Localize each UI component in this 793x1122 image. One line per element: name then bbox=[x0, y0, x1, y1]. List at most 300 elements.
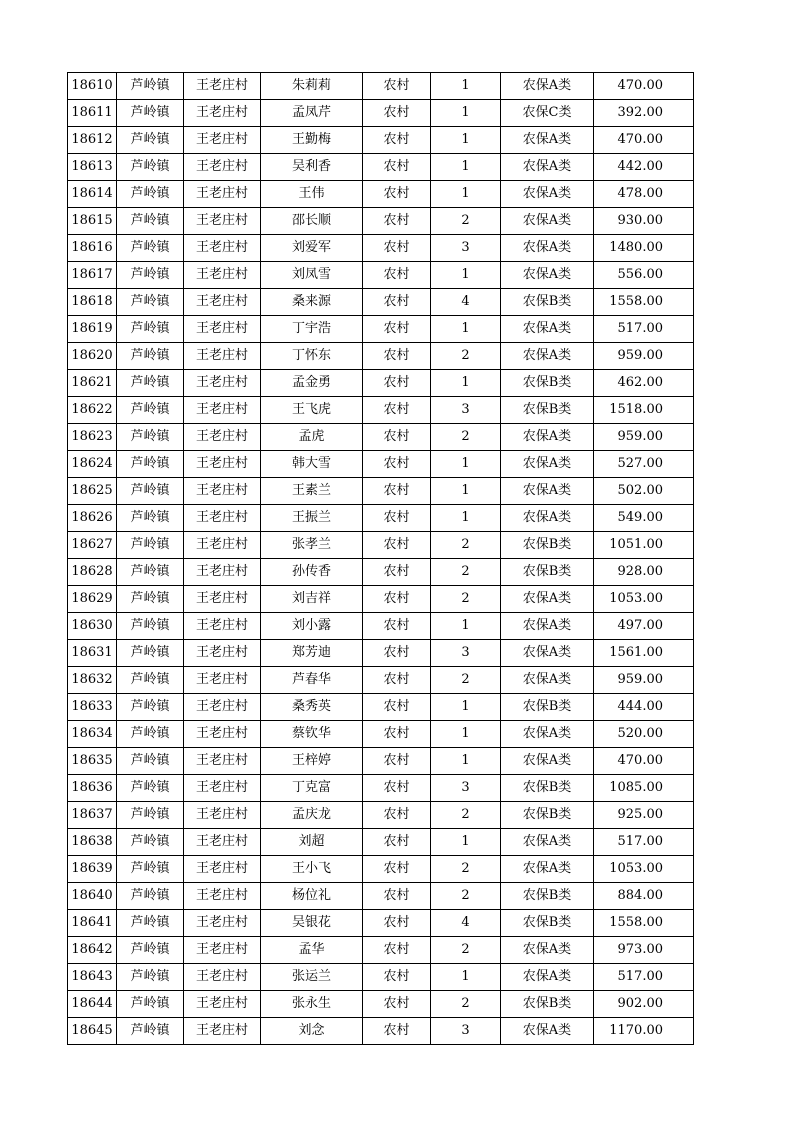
category-cell: 农保A类 bbox=[501, 316, 594, 343]
category-cell: 农保C类 bbox=[501, 100, 594, 127]
amount-cell: 959.00 bbox=[594, 667, 694, 694]
name-cell: 孙传香 bbox=[261, 559, 363, 586]
category-cell: 农保A类 bbox=[501, 154, 594, 181]
id-cell: 18614 bbox=[68, 181, 117, 208]
area-type-cell: 农村 bbox=[363, 208, 431, 235]
household-size-cell: 1 bbox=[431, 451, 501, 478]
amount-cell: 1558.00 bbox=[594, 289, 694, 316]
town-cell: 芦岭镇 bbox=[117, 937, 184, 964]
household-size-cell: 1 bbox=[431, 370, 501, 397]
amount-cell: 470.00 bbox=[594, 748, 694, 775]
village-cell: 王老庄村 bbox=[184, 505, 261, 532]
name-cell: 孟华 bbox=[261, 937, 363, 964]
name-cell: 郑芳迪 bbox=[261, 640, 363, 667]
area-type-cell: 农村 bbox=[363, 991, 431, 1018]
area-type-cell: 农村 bbox=[363, 100, 431, 127]
household-size-cell: 2 bbox=[431, 883, 501, 910]
id-cell: 18635 bbox=[68, 748, 117, 775]
id-cell: 18622 bbox=[68, 397, 117, 424]
table-row bbox=[68, 73, 694, 100]
town-cell: 芦岭镇 bbox=[117, 532, 184, 559]
town-cell: 芦岭镇 bbox=[117, 586, 184, 613]
amount-cell: 442.00 bbox=[594, 154, 694, 181]
amount-cell: 556.00 bbox=[594, 262, 694, 289]
area-type-cell: 农村 bbox=[363, 802, 431, 829]
village-cell: 王老庄村 bbox=[184, 73, 261, 100]
table-row bbox=[68, 883, 694, 910]
id-cell: 18623 bbox=[68, 424, 117, 451]
table-row bbox=[68, 748, 694, 775]
household-size-cell: 2 bbox=[431, 586, 501, 613]
town-cell: 芦岭镇 bbox=[117, 370, 184, 397]
town-cell: 芦岭镇 bbox=[117, 559, 184, 586]
category-cell: 农保B类 bbox=[501, 910, 594, 937]
area-type-cell: 农村 bbox=[363, 721, 431, 748]
category-cell: 农保B类 bbox=[501, 775, 594, 802]
amount-cell: 527.00 bbox=[594, 451, 694, 478]
area-type-cell: 农村 bbox=[363, 640, 431, 667]
town-cell: 芦岭镇 bbox=[117, 991, 184, 1018]
household-size-cell: 1 bbox=[431, 721, 501, 748]
id-cell: 18633 bbox=[68, 694, 117, 721]
category-cell: 农保A类 bbox=[501, 856, 594, 883]
table-row bbox=[68, 397, 694, 424]
village-cell: 王老庄村 bbox=[184, 127, 261, 154]
village-cell: 王老庄村 bbox=[184, 478, 261, 505]
category-cell: 农保A类 bbox=[501, 478, 594, 505]
id-cell: 18619 bbox=[68, 316, 117, 343]
category-cell: 农保A类 bbox=[501, 667, 594, 694]
town-cell: 芦岭镇 bbox=[117, 748, 184, 775]
category-cell: 农保B类 bbox=[501, 532, 594, 559]
town-cell: 芦岭镇 bbox=[117, 883, 184, 910]
id-cell: 18611 bbox=[68, 100, 117, 127]
name-cell: 刘小露 bbox=[261, 613, 363, 640]
area-type-cell: 农村 bbox=[363, 667, 431, 694]
id-cell: 18629 bbox=[68, 586, 117, 613]
name-cell: 桑来源 bbox=[261, 289, 363, 316]
amount-cell: 1480.00 bbox=[594, 235, 694, 262]
table-row bbox=[68, 667, 694, 694]
amount-cell: 497.00 bbox=[594, 613, 694, 640]
area-type-cell: 农村 bbox=[363, 154, 431, 181]
area-type-cell: 农村 bbox=[363, 181, 431, 208]
household-size-cell: 1 bbox=[431, 262, 501, 289]
household-size-cell: 3 bbox=[431, 775, 501, 802]
town-cell: 芦岭镇 bbox=[117, 424, 184, 451]
category-cell: 农保B类 bbox=[501, 559, 594, 586]
area-type-cell: 农村 bbox=[363, 127, 431, 154]
area-type-cell: 农村 bbox=[363, 478, 431, 505]
name-cell: 吴利香 bbox=[261, 154, 363, 181]
area-type-cell: 农村 bbox=[363, 586, 431, 613]
name-cell: 王飞虎 bbox=[261, 397, 363, 424]
name-cell: 韩大雪 bbox=[261, 451, 363, 478]
name-cell: 孟虎 bbox=[261, 424, 363, 451]
table-row bbox=[68, 559, 694, 586]
household-size-cell: 1 bbox=[431, 181, 501, 208]
id-cell: 18618 bbox=[68, 289, 117, 316]
area-type-cell: 农村 bbox=[363, 613, 431, 640]
amount-cell: 925.00 bbox=[594, 802, 694, 829]
village-cell: 王老庄村 bbox=[184, 100, 261, 127]
town-cell: 芦岭镇 bbox=[117, 289, 184, 316]
amount-cell: 930.00 bbox=[594, 208, 694, 235]
table-row bbox=[68, 505, 694, 532]
table-row bbox=[68, 316, 694, 343]
household-size-cell: 2 bbox=[431, 856, 501, 883]
village-cell: 王老庄村 bbox=[184, 910, 261, 937]
category-cell: 农保B类 bbox=[501, 802, 594, 829]
table-row bbox=[68, 100, 694, 127]
table-row bbox=[68, 910, 694, 937]
household-size-cell: 1 bbox=[431, 613, 501, 640]
table-row bbox=[68, 586, 694, 613]
amount-cell: 502.00 bbox=[594, 478, 694, 505]
area-type-cell: 农村 bbox=[363, 883, 431, 910]
household-size-cell: 1 bbox=[431, 748, 501, 775]
id-cell: 18627 bbox=[68, 532, 117, 559]
category-cell: 农保A类 bbox=[501, 829, 594, 856]
area-type-cell: 农村 bbox=[363, 289, 431, 316]
category-cell: 农保A类 bbox=[501, 235, 594, 262]
amount-cell: 517.00 bbox=[594, 964, 694, 991]
name-cell: 王梓婷 bbox=[261, 748, 363, 775]
id-cell: 18632 bbox=[68, 667, 117, 694]
amount-cell: 1085.00 bbox=[594, 775, 694, 802]
id-cell: 18616 bbox=[68, 235, 117, 262]
town-cell: 芦岭镇 bbox=[117, 127, 184, 154]
household-size-cell: 2 bbox=[431, 532, 501, 559]
id-cell: 18628 bbox=[68, 559, 117, 586]
category-cell: 农保B类 bbox=[501, 883, 594, 910]
table-row bbox=[68, 856, 694, 883]
village-cell: 王老庄村 bbox=[184, 721, 261, 748]
amount-cell: 959.00 bbox=[594, 343, 694, 370]
household-size-cell: 2 bbox=[431, 667, 501, 694]
table-row bbox=[68, 451, 694, 478]
area-type-cell: 农村 bbox=[363, 343, 431, 370]
village-cell: 王老庄村 bbox=[184, 802, 261, 829]
area-type-cell: 农村 bbox=[363, 694, 431, 721]
amount-cell: 1561.00 bbox=[594, 640, 694, 667]
amount-cell: 973.00 bbox=[594, 937, 694, 964]
area-type-cell: 农村 bbox=[363, 748, 431, 775]
village-cell: 王老庄村 bbox=[184, 316, 261, 343]
town-cell: 芦岭镇 bbox=[117, 478, 184, 505]
town-cell: 芦岭镇 bbox=[117, 73, 184, 100]
name-cell: 王伟 bbox=[261, 181, 363, 208]
name-cell: 王素兰 bbox=[261, 478, 363, 505]
name-cell: 朱莉莉 bbox=[261, 73, 363, 100]
village-cell: 王老庄村 bbox=[184, 775, 261, 802]
table-row bbox=[68, 640, 694, 667]
town-cell: 芦岭镇 bbox=[117, 694, 184, 721]
household-size-cell: 4 bbox=[431, 289, 501, 316]
category-cell: 农保A类 bbox=[501, 964, 594, 991]
name-cell: 刘爱军 bbox=[261, 235, 363, 262]
household-size-cell: 1 bbox=[431, 505, 501, 532]
table-row bbox=[68, 127, 694, 154]
name-cell: 刘吉祥 bbox=[261, 586, 363, 613]
household-size-cell: 2 bbox=[431, 937, 501, 964]
table-row bbox=[68, 154, 694, 181]
area-type-cell: 农村 bbox=[363, 505, 431, 532]
table-row bbox=[68, 478, 694, 505]
category-cell: 农保A类 bbox=[501, 613, 594, 640]
table-row bbox=[68, 613, 694, 640]
household-size-cell: 1 bbox=[431, 478, 501, 505]
area-type-cell: 农村 bbox=[363, 532, 431, 559]
name-cell: 张运兰 bbox=[261, 964, 363, 991]
category-cell: 农保A类 bbox=[501, 721, 594, 748]
village-cell: 王老庄村 bbox=[184, 289, 261, 316]
household-size-cell: 3 bbox=[431, 397, 501, 424]
table-row bbox=[68, 964, 694, 991]
village-cell: 王老庄村 bbox=[184, 181, 261, 208]
village-cell: 王老庄村 bbox=[184, 856, 261, 883]
amount-cell: 470.00 bbox=[594, 73, 694, 100]
table-row bbox=[68, 424, 694, 451]
id-cell: 18621 bbox=[68, 370, 117, 397]
id-cell: 18610 bbox=[68, 73, 117, 100]
amount-cell: 462.00 bbox=[594, 370, 694, 397]
table-row bbox=[68, 181, 694, 208]
village-cell: 王老庄村 bbox=[184, 451, 261, 478]
village-cell: 王老庄村 bbox=[184, 694, 261, 721]
town-cell: 芦岭镇 bbox=[117, 829, 184, 856]
town-cell: 芦岭镇 bbox=[117, 613, 184, 640]
amount-cell: 444.00 bbox=[594, 694, 694, 721]
category-cell: 农保A类 bbox=[501, 451, 594, 478]
table-row bbox=[68, 991, 694, 1018]
household-size-cell: 2 bbox=[431, 208, 501, 235]
area-type-cell: 农村 bbox=[363, 559, 431, 586]
town-cell: 芦岭镇 bbox=[117, 505, 184, 532]
table-row bbox=[68, 370, 694, 397]
area-type-cell: 农村 bbox=[363, 937, 431, 964]
id-cell: 18636 bbox=[68, 775, 117, 802]
category-cell: 农保A类 bbox=[501, 1018, 594, 1045]
town-cell: 芦岭镇 bbox=[117, 451, 184, 478]
village-cell: 王老庄村 bbox=[184, 397, 261, 424]
household-size-cell: 2 bbox=[431, 802, 501, 829]
category-cell: 农保A类 bbox=[501, 181, 594, 208]
town-cell: 芦岭镇 bbox=[117, 100, 184, 127]
id-cell: 18630 bbox=[68, 613, 117, 640]
amount-cell: 470.00 bbox=[594, 127, 694, 154]
category-cell: 农保B类 bbox=[501, 289, 594, 316]
id-cell: 18639 bbox=[68, 856, 117, 883]
village-cell: 王老庄村 bbox=[184, 235, 261, 262]
category-cell: 农保A类 bbox=[501, 937, 594, 964]
name-cell: 刘念 bbox=[261, 1018, 363, 1045]
household-size-cell: 1 bbox=[431, 964, 501, 991]
amount-cell: 1051.00 bbox=[594, 532, 694, 559]
name-cell: 张孝兰 bbox=[261, 532, 363, 559]
area-type-cell: 农村 bbox=[363, 316, 431, 343]
table-row bbox=[68, 235, 694, 262]
amount-cell: 902.00 bbox=[594, 991, 694, 1018]
id-cell: 18624 bbox=[68, 451, 117, 478]
table-row bbox=[68, 208, 694, 235]
village-cell: 王老庄村 bbox=[184, 640, 261, 667]
town-cell: 芦岭镇 bbox=[117, 316, 184, 343]
town-cell: 芦岭镇 bbox=[117, 208, 184, 235]
town-cell: 芦岭镇 bbox=[117, 910, 184, 937]
household-size-cell: 2 bbox=[431, 343, 501, 370]
table-row bbox=[68, 937, 694, 964]
village-cell: 王老庄村 bbox=[184, 343, 261, 370]
records-table bbox=[67, 72, 694, 1045]
household-size-cell: 1 bbox=[431, 73, 501, 100]
town-cell: 芦岭镇 bbox=[117, 640, 184, 667]
category-cell: 农保A类 bbox=[501, 505, 594, 532]
household-size-cell: 3 bbox=[431, 640, 501, 667]
name-cell: 蔡钦华 bbox=[261, 721, 363, 748]
id-cell: 18640 bbox=[68, 883, 117, 910]
amount-cell: 392.00 bbox=[594, 100, 694, 127]
id-cell: 18637 bbox=[68, 802, 117, 829]
village-cell: 王老庄村 bbox=[184, 667, 261, 694]
name-cell: 孟庆龙 bbox=[261, 802, 363, 829]
id-cell: 18620 bbox=[68, 343, 117, 370]
table-row bbox=[68, 829, 694, 856]
name-cell: 王勤梅 bbox=[261, 127, 363, 154]
category-cell: 农保B类 bbox=[501, 694, 594, 721]
area-type-cell: 农村 bbox=[363, 424, 431, 451]
amount-cell: 1053.00 bbox=[594, 856, 694, 883]
amount-cell: 959.00 bbox=[594, 424, 694, 451]
area-type-cell: 农村 bbox=[363, 1018, 431, 1045]
area-type-cell: 农村 bbox=[363, 73, 431, 100]
id-cell: 18612 bbox=[68, 127, 117, 154]
town-cell: 芦岭镇 bbox=[117, 721, 184, 748]
id-cell: 18644 bbox=[68, 991, 117, 1018]
area-type-cell: 农村 bbox=[363, 235, 431, 262]
table-row bbox=[68, 289, 694, 316]
town-cell: 芦岭镇 bbox=[117, 802, 184, 829]
town-cell: 芦岭镇 bbox=[117, 667, 184, 694]
id-cell: 18645 bbox=[68, 1018, 117, 1045]
id-cell: 18625 bbox=[68, 478, 117, 505]
category-cell: 农保B类 bbox=[501, 370, 594, 397]
name-cell: 丁怀东 bbox=[261, 343, 363, 370]
area-type-cell: 农村 bbox=[363, 451, 431, 478]
id-cell: 18617 bbox=[68, 262, 117, 289]
area-type-cell: 农村 bbox=[363, 910, 431, 937]
name-cell: 刘超 bbox=[261, 829, 363, 856]
village-cell: 王老庄村 bbox=[184, 991, 261, 1018]
id-cell: 18613 bbox=[68, 154, 117, 181]
area-type-cell: 农村 bbox=[363, 856, 431, 883]
town-cell: 芦岭镇 bbox=[117, 775, 184, 802]
household-size-cell: 1 bbox=[431, 154, 501, 181]
name-cell: 王振兰 bbox=[261, 505, 363, 532]
amount-cell: 928.00 bbox=[594, 559, 694, 586]
amount-cell: 1170.00 bbox=[594, 1018, 694, 1045]
household-size-cell: 4 bbox=[431, 910, 501, 937]
village-cell: 王老庄村 bbox=[184, 208, 261, 235]
category-cell: 农保B类 bbox=[501, 991, 594, 1018]
village-cell: 王老庄村 bbox=[184, 370, 261, 397]
category-cell: 农保A类 bbox=[501, 343, 594, 370]
category-cell: 农保A类 bbox=[501, 127, 594, 154]
village-cell: 王老庄村 bbox=[184, 586, 261, 613]
id-cell: 18626 bbox=[68, 505, 117, 532]
area-type-cell: 农村 bbox=[363, 775, 431, 802]
village-cell: 王老庄村 bbox=[184, 937, 261, 964]
town-cell: 芦岭镇 bbox=[117, 181, 184, 208]
category-cell: 农保A类 bbox=[501, 208, 594, 235]
table-row bbox=[68, 694, 694, 721]
category-cell: 农保B类 bbox=[501, 397, 594, 424]
name-cell: 丁克富 bbox=[261, 775, 363, 802]
town-cell: 芦岭镇 bbox=[117, 964, 184, 991]
household-size-cell: 1 bbox=[431, 829, 501, 856]
amount-cell: 1053.00 bbox=[594, 586, 694, 613]
area-type-cell: 农村 bbox=[363, 370, 431, 397]
table-row bbox=[68, 1018, 694, 1045]
household-size-cell: 2 bbox=[431, 424, 501, 451]
name-cell: 杨位礼 bbox=[261, 883, 363, 910]
household-size-cell: 1 bbox=[431, 694, 501, 721]
household-size-cell: 1 bbox=[431, 316, 501, 343]
id-cell: 18631 bbox=[68, 640, 117, 667]
name-cell: 张永生 bbox=[261, 991, 363, 1018]
id-cell: 18615 bbox=[68, 208, 117, 235]
town-cell: 芦岭镇 bbox=[117, 262, 184, 289]
id-cell: 18642 bbox=[68, 937, 117, 964]
village-cell: 王老庄村 bbox=[184, 424, 261, 451]
id-cell: 18634 bbox=[68, 721, 117, 748]
village-cell: 王老庄村 bbox=[184, 559, 261, 586]
id-cell: 18643 bbox=[68, 964, 117, 991]
area-type-cell: 农村 bbox=[363, 964, 431, 991]
amount-cell: 1558.00 bbox=[594, 910, 694, 937]
table-row bbox=[68, 721, 694, 748]
village-cell: 王老庄村 bbox=[184, 748, 261, 775]
id-cell: 18641 bbox=[68, 910, 117, 937]
household-size-cell: 2 bbox=[431, 559, 501, 586]
amount-cell: 1518.00 bbox=[594, 397, 694, 424]
amount-cell: 517.00 bbox=[594, 316, 694, 343]
town-cell: 芦岭镇 bbox=[117, 343, 184, 370]
amount-cell: 520.00 bbox=[594, 721, 694, 748]
household-size-cell: 3 bbox=[431, 1018, 501, 1045]
category-cell: 农保A类 bbox=[501, 73, 594, 100]
name-cell: 邵长顺 bbox=[261, 208, 363, 235]
table-row bbox=[68, 775, 694, 802]
area-type-cell: 农村 bbox=[363, 262, 431, 289]
town-cell: 芦岭镇 bbox=[117, 1018, 184, 1045]
village-cell: 王老庄村 bbox=[184, 154, 261, 181]
table-row bbox=[68, 532, 694, 559]
village-cell: 王老庄村 bbox=[184, 613, 261, 640]
name-cell: 丁宇浩 bbox=[261, 316, 363, 343]
village-cell: 王老庄村 bbox=[184, 829, 261, 856]
area-type-cell: 农村 bbox=[363, 397, 431, 424]
name-cell: 刘凤雪 bbox=[261, 262, 363, 289]
village-cell: 王老庄村 bbox=[184, 1018, 261, 1045]
household-size-cell: 1 bbox=[431, 100, 501, 127]
category-cell: 农保A类 bbox=[501, 586, 594, 613]
area-type-cell: 农村 bbox=[363, 829, 431, 856]
category-cell: 农保A类 bbox=[501, 748, 594, 775]
name-cell: 桑秀英 bbox=[261, 694, 363, 721]
village-cell: 王老庄村 bbox=[184, 964, 261, 991]
village-cell: 王老庄村 bbox=[184, 532, 261, 559]
